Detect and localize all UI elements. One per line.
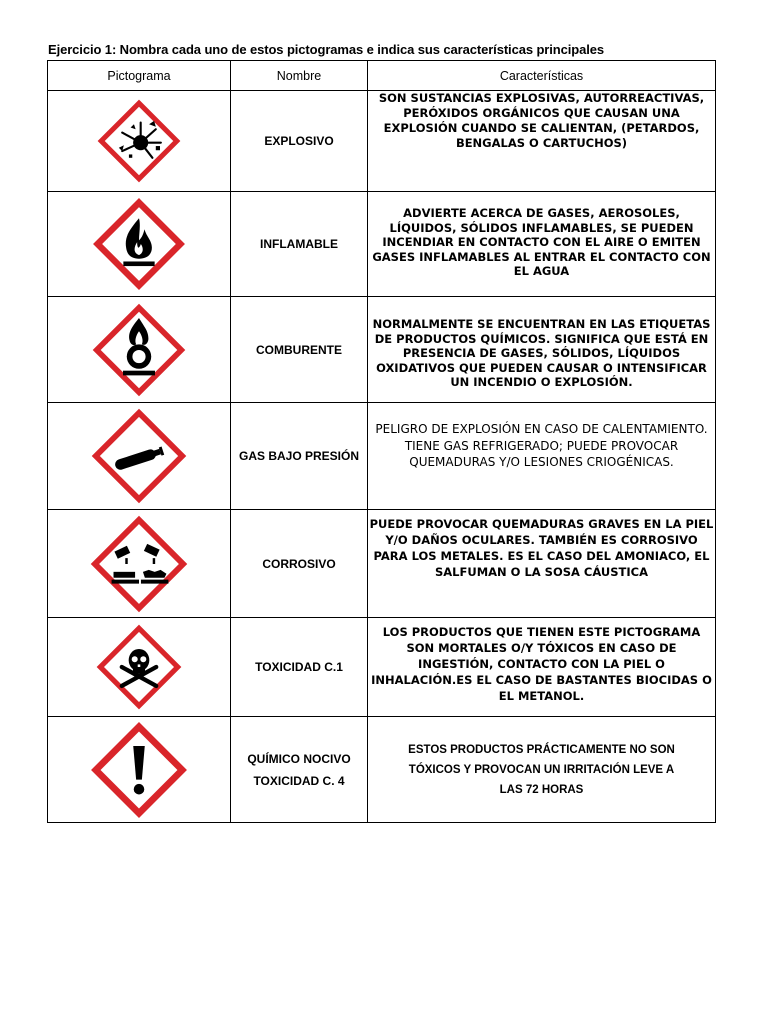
exclamation-mark-icon (91, 722, 187, 818)
pictogram-name: COMBURENTE (231, 297, 368, 403)
pictogram-cell (48, 297, 231, 403)
pictogram-description: PUEDE PROVOCAR QUEMADURAS GRAVES EN LA PIEL Y/O DAÑOS OCULARES. TAMBIÉN ES CORROSIVO PARA LOS METALES. ES EL CASO DEL AMONIACO, EL SALFUMAN O LA SOSA CÁUSTICA (368, 510, 716, 618)
table-row (48, 717, 716, 823)
pictogram-cell (48, 91, 231, 192)
flame-icon (93, 198, 185, 290)
pictogram-description: NORMALMENTE SE ENCUENTRAN EN LAS ETIQUETAS DE PRODUCTOS QUÍMICOS. SIGNIFICA QUE ESTÁ EN PRESENCIA DE GASES, SÓLIDOS, LÍQUIDOS OXIDATIVOS QUE PUEDEN CAUSAR O INTENSIFICAR UN INCENDIO O EXPLOSIÓN. (368, 297, 716, 403)
pictogram-name: GAS BAJO PRESIÓN (231, 403, 368, 510)
table-header-row (48, 61, 716, 91)
header-pictograma: Pictograma (48, 61, 231, 91)
pictogram-cell (48, 192, 231, 297)
header-caracteristicas: Características (368, 61, 716, 91)
table-row (48, 297, 716, 403)
pictogram-name: CORROSIVO (231, 510, 368, 618)
table-row (48, 192, 716, 297)
pictogram-cell (48, 618, 231, 717)
pictogram-name: TOXICIDAD C.1 (231, 618, 368, 717)
pictogram-description: ADVIERTE ACERCA DE GASES, AEROSOLES, LÍQUIDOS, SÓLIDOS INFLAMABLES, SE PUEDEN INCENDIAR EN CONTACTO CON EL AIRE O EMITEN GASES INFLAMABLES AL ENTRAR EL CONTACTO CON EL AGUA (368, 192, 716, 297)
explosive-icon (97, 99, 181, 183)
table-row (48, 91, 716, 192)
pictogram-description: SON SUSTANCIAS EXPLOSIVAS, AUTORREACTIVAS, PERÓXIDOS ORGÁNICOS QUE CAUSAN UNA EXPLOSIÓN CUANDO SE CALIENTAN, (PETARDOS, BENGALAS O CARTUCHOS) (368, 91, 716, 192)
pictogram-description: ESTOS PRODUCTOS PRÁCTICAMENTE NO SON TÓXICOS Y PROVOCAN UN IRRITACIÓN LEVE A LAS 72 HORAS (368, 717, 716, 823)
skull-crossbones-icon (96, 624, 182, 710)
pictogram-cell (48, 403, 231, 510)
corrosion-icon (90, 515, 188, 613)
gas-cylinder-icon (91, 408, 187, 504)
exercise-title: Ejercicio 1: Nombra cada uno de estos pictogramas e indica sus características principales (48, 42, 605, 57)
pictogram-cell (48, 717, 231, 823)
header-nombre: Nombre (231, 61, 368, 91)
pictogram-description: LOS PRODUCTOS QUE TIENEN ESTE PICTOGRAMA SON MORTALES O/Y TÓXICOS EN CASO DE INGESTIÓN, CONTACTO CON LA PIEL O INHALACIÓN.ES EL CASO DE BASTANTES BIOCIDAS O EL METANOL. (368, 618, 716, 717)
pictogram-name: EXPLOSIVO (231, 91, 368, 192)
pictogram-name: QUÍMICO NOCIVO TOXICIDAD C. 4 (231, 717, 368, 823)
pictogram-description: PELIGRO DE EXPLOSIÓN EN CASO DE CALENTAMIENTO. TIENE GAS REFRIGERADO; PUEDE PROVOCAR QUEMADURAS Y/O LESIONES CRIOGÉNICAS. (368, 403, 716, 510)
table-row (48, 618, 716, 717)
pictogram-name: INFLAMABLE (231, 192, 368, 297)
table-row (48, 510, 716, 618)
pictogram-cell (48, 510, 231, 618)
flame-over-circle-icon (92, 303, 186, 397)
pictogram-table (47, 60, 716, 823)
table-row (48, 403, 716, 510)
